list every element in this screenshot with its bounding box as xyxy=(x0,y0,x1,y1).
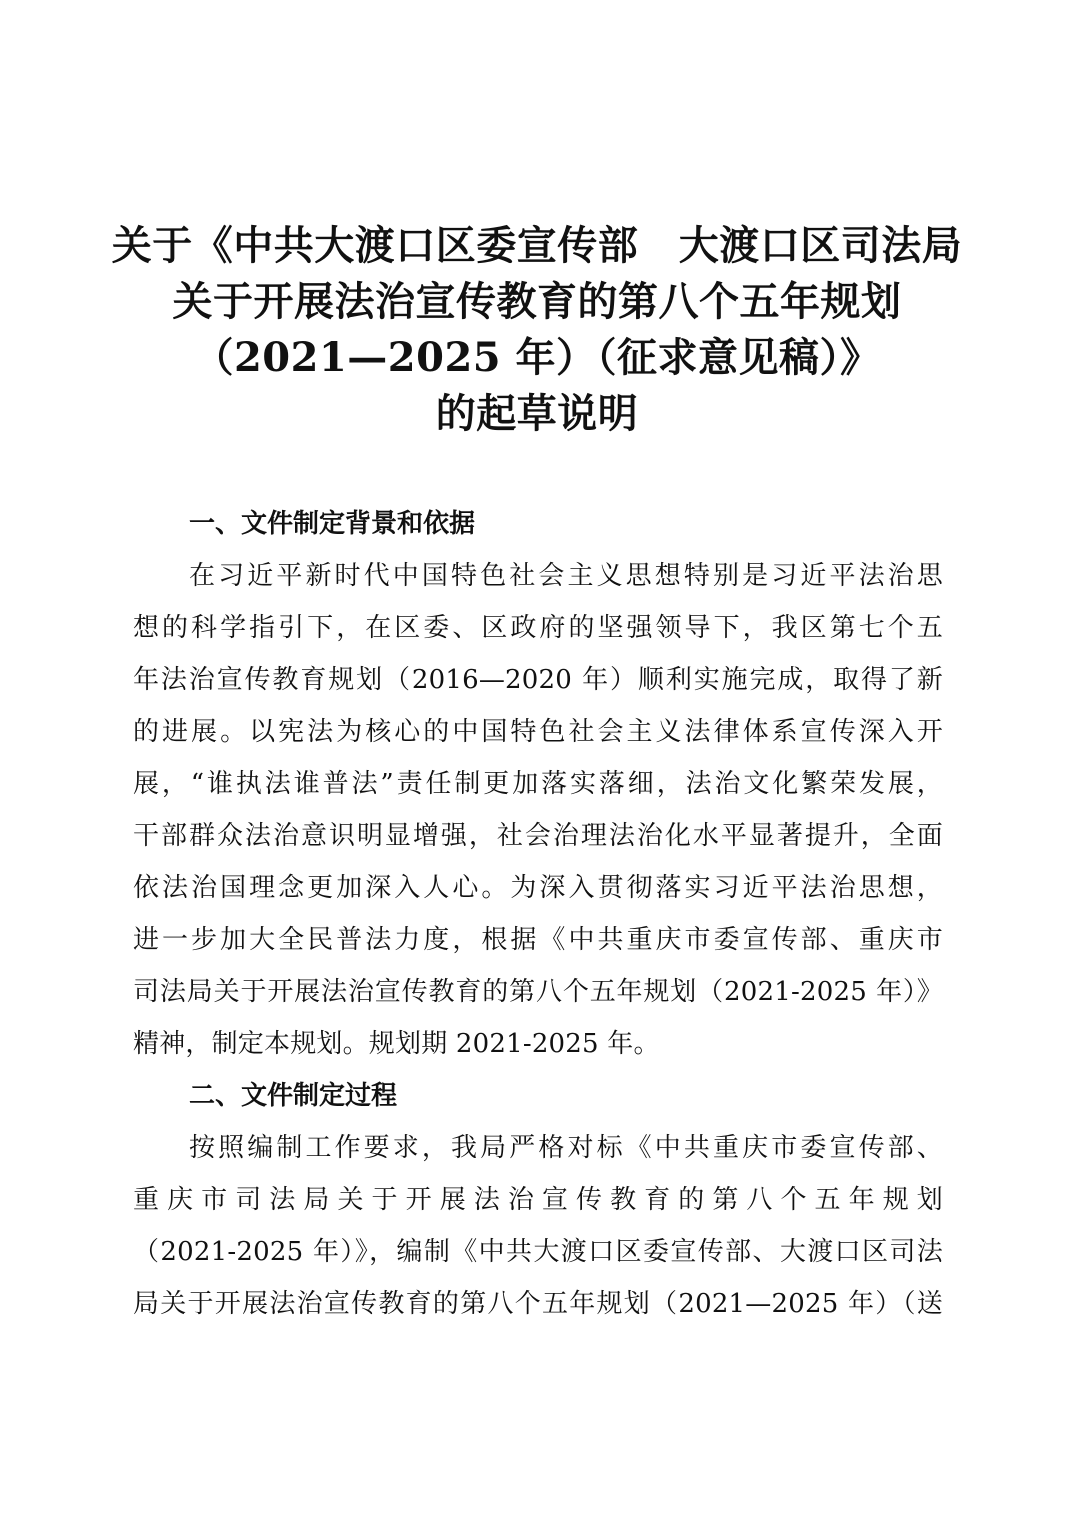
title-line: 关于《中共大渡口区委宣传部 大渡口区司法局 xyxy=(111,222,963,269)
section-heading: 一、文件制定背景和依据 xyxy=(189,509,476,539)
paragraph-line: 进一步加大全民普法力度，根据《中共重庆市委宣传部、重庆市 xyxy=(133,925,943,955)
paragraph-line: 按照编制工作要求，我局严格对标《中共重庆市委宣传部、 xyxy=(189,1133,943,1163)
title-line: （2021—2025 年）（征求意见稿）》 xyxy=(193,334,881,381)
paragraph-line: 依法治国理念更加深入人心。为深入贯彻落实习近平法治思想， xyxy=(133,873,943,903)
paragraph-line: 展，“谁执法谁普法”责任制更加落实落细，法治文化繁荣发展， xyxy=(133,769,943,799)
paragraph-line: 重庆市司法局关于开展法治宣传教育的第八个五年规划 xyxy=(133,1185,943,1215)
paragraph-line: 年法治宣传教育规划（2016—2020 年）顺利实施完成，取得了新 xyxy=(133,665,943,695)
paragraph-line: 干部群众法治意识明显增强，社会治理法治化水平显著提升，全面 xyxy=(133,821,943,851)
paragraph-line: 想的科学指引下，在区委、区政府的坚强领导下，我区第七个五 xyxy=(133,613,943,643)
document-title xyxy=(100,218,974,442)
paragraph-line: 局关于开展法治宣传教育的第八个五年规划（2021—2025 年）（送 xyxy=(133,1289,943,1319)
paragraph-line: 司法局关于开展法治宣传教育的第八个五年规划（2021-2025 年）》 xyxy=(133,977,943,1007)
paragraph-line: 在习近平新时代中国特色社会主义思想特别是习近平法治思 xyxy=(189,561,943,591)
section-heading: 二、文件制定过程 xyxy=(189,1081,398,1111)
paragraph-line: 的进展。以宪法为核心的中国特色社会主义法律体系宣传深入开 xyxy=(133,717,943,747)
document-body xyxy=(133,498,943,1330)
paragraph-line: 精神，制定本规划。规划期 2021-2025 年。 xyxy=(133,1029,660,1059)
paragraph-line: （2021-2025 年）》，编制《中共大渡口区委宣传部、大渡口区司法 xyxy=(133,1237,943,1267)
title-line: 的起草说明 xyxy=(435,390,639,437)
title-line: 关于开展法治宣传教育的第八个五年规划 xyxy=(172,278,902,325)
